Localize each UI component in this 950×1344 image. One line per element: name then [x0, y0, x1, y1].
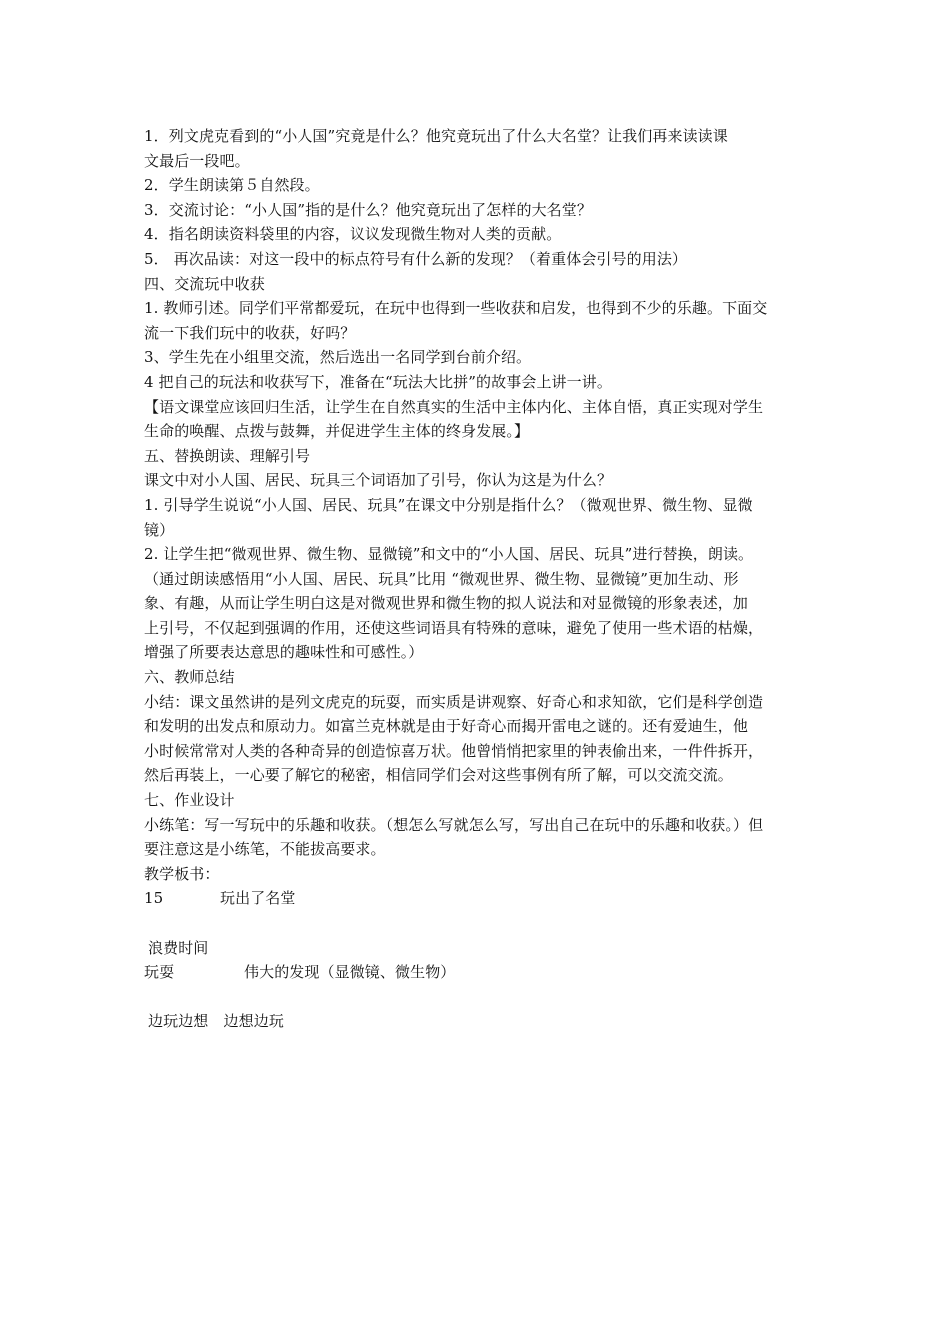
text-line: 4．指名朗读资料袋里的内容，议议发现微生物对人类的贡献。	[144, 225, 562, 244]
text-line: 流一下我们玩中的收获，好吗？	[144, 323, 356, 342]
board-lesson-number: 15	[144, 889, 164, 908]
text-line: 教学板书：	[144, 864, 220, 883]
document-page	[144, 124, 812, 1034]
text-line: 小时候常常对人类的各种奇异的创造惊喜万状。他曾悄悄把家里的钟表偷出来，一件件拆开，	[144, 741, 764, 760]
text-line: 5． 再次品读：对这一段中的标点符号有什么新的发现？（着重体会引号的用法）	[144, 249, 688, 268]
text-line: 镜）	[144, 520, 175, 539]
board-item-discovery: 伟大的发现（显微镜、微生物）	[244, 963, 456, 982]
text-line: 小结：课文虽然讲的是列文虎克的玩耍，而实质是讲观察、好奇心和求知欲，它们是科学创造	[144, 692, 764, 711]
text-line: 小练笔：写一写玩中的乐趣和收获。（想怎么写就怎么写，写出自己在玩中的乐趣和收获。）但	[144, 815, 764, 834]
text-line: 【语文课堂应该回归生活，让学生在自然真实的生活中主体内化、主体自悟，真正实现对学生	[144, 397, 764, 416]
board-item-think-play: 边想边玩	[223, 1012, 284, 1031]
text-line: 2．学生朗读第５自然段。	[144, 176, 320, 195]
section-heading: 四、交流玩中收获	[144, 274, 265, 293]
text-line: 象、有趣，从而让学生明白这是对微观世界和微生物的拟人说法和对显微镜的形象表述，加	[144, 594, 749, 613]
text-line: 1. 教师引述。同学们平常都爱玩，在玩中也得到一些收获和启发，也得到不少的乐趣。下面交	[144, 299, 768, 318]
text-line: 课文中对小人国、居民、玩具三个词语加了引号，你认为这是为什么？	[144, 471, 613, 490]
text-line: 2. 让学生把“微观世界、微生物、显微镜”和文中的“小人国、居民、玩具”进行替换，朗读。	[144, 545, 754, 564]
board-row-think	[144, 1009, 812, 1034]
text-line: （通过朗读感悟用“小人国、居民、玩具”比用 “微观世界、微生物、显微镜”更加生动、形	[144, 569, 739, 588]
text-line: 和发明的出发点和原动力。如富兰克林就是由于好奇心而揭开雷电之谜的。还有爱迪生，他	[144, 717, 749, 736]
section-heading: 五、替换朗读、理解引号	[144, 446, 311, 465]
text-line: 3、学生先在小组里交流，然后选出一名同学到台前介绍。	[144, 348, 532, 367]
text-line: 3．交流讨论：“小人国”指的是什么？他究竟玩出了怎样的大名堂？	[144, 200, 592, 219]
spacer	[144, 911, 812, 936]
text-line: 1. 引导学生说说“小人国、居民、玩具”在课文中分别是指什么？（微观世界、微生物、显微	[144, 495, 753, 514]
board-item-play: 玩耍	[144, 963, 175, 982]
text-line: 要注意这是小练笔，不能拔高要求。	[144, 840, 386, 859]
text-line: 1．列文虎克看到的“小人国”究竟是什么？他究竟玩出了什么大名堂？让我们再来读读课	[144, 127, 728, 145]
text-line: 然后再装上，一心要了解它的秘密，相信同学们会对这些事例有所了解，可以交流交流。	[144, 766, 733, 785]
board-row-play	[144, 960, 812, 985]
spacer	[144, 985, 812, 1010]
text-line: 4 把自己的玩法和收获写下，准备在“玩法大比拼”的故事会上讲一讲。	[144, 372, 612, 391]
board-title-row	[144, 886, 812, 911]
board-item-waste: 浪费时间	[148, 938, 209, 957]
board-lesson-title: 玩出了名堂	[220, 889, 296, 908]
section-heading: 六、教师总结	[144, 668, 235, 687]
board-item-play-think: 边玩边想	[148, 1012, 209, 1031]
text-line: 生命的唤醒、点拨与鼓舞，并促进学生主体的终身发展。】	[144, 422, 530, 441]
text-line: 文最后一段吧。	[144, 151, 250, 170]
text-line: 增强了所要表达意思的趣味性和可感性。）	[144, 643, 424, 662]
text-line: 上引号，不仅起到强调的作用，还使这些词语具有特殊的意味，避免了使用一些术语的枯燥，	[144, 618, 764, 637]
section-heading: 七、作业设计	[144, 791, 235, 810]
